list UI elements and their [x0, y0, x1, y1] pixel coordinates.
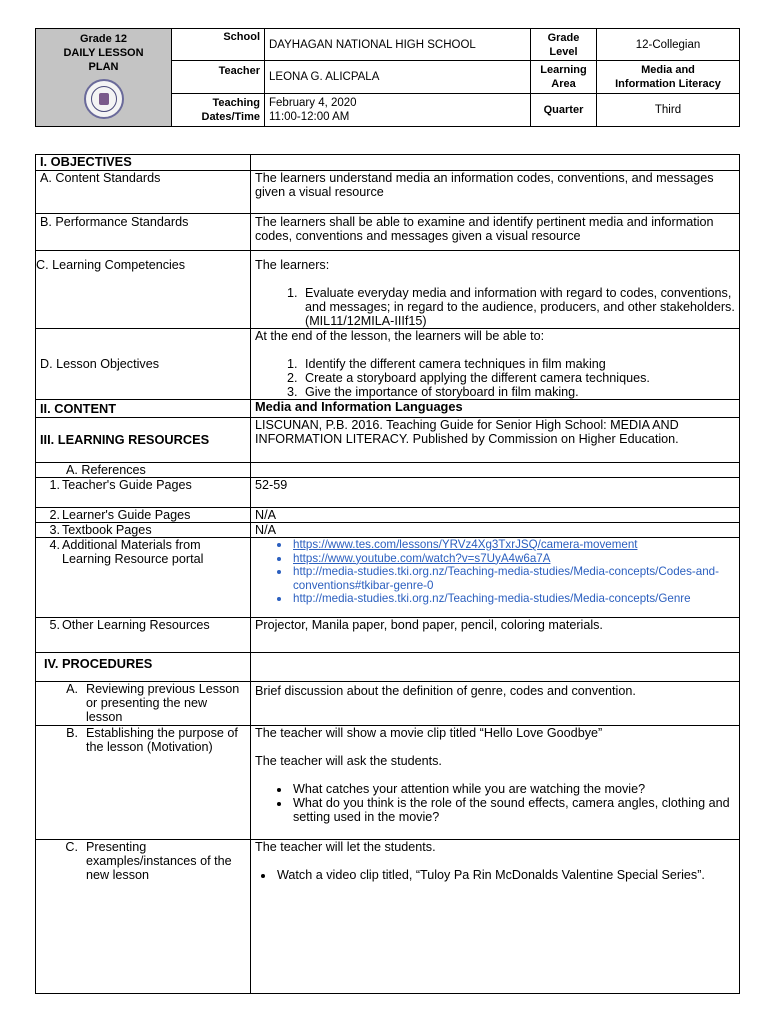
- motivation-text: The teacher will show a movie clip titled “Hello Love Goodbye”: [255, 726, 603, 740]
- additional-materials-links: [251, 538, 740, 618]
- resource-link[interactable]: http://media-studies.tki.org.nz/Teaching-media-studies/Media-concepts/Genre: [293, 592, 691, 605]
- learning-competencies-label: C. Learning Competencies: [36, 251, 251, 329]
- quarter-label: Quarter: [531, 94, 597, 127]
- learning-area-value: Media and Information Literacy: [597, 61, 740, 94]
- doc-title-line: Grade 12: [79, 33, 128, 45]
- content-heading: II. CONTENT: [36, 400, 251, 418]
- presenting-examples-cell: [251, 840, 740, 994]
- school-label: School: [172, 29, 265, 61]
- establishing-purpose-cell: [251, 726, 740, 840]
- teacher-label: Teacher: [172, 61, 265, 94]
- competencies-intro: The learners:: [255, 258, 330, 272]
- deped-seal-logo: [84, 79, 124, 119]
- reviewing-lesson-text: Brief discussion about the definition of genre, codes and convention.: [251, 682, 740, 726]
- references-label: A. References: [36, 463, 251, 478]
- lesson-objectives-list: [255, 357, 735, 399]
- list-item: 1. Evaluate everyday media and information with regard to codes, conventions, and messages; in regard to the audience, producers, and other stakeholders. (MIL11/12MILA-IIIf15): [301, 286, 735, 328]
- grade-level-value: 12-Collegian: [597, 29, 740, 61]
- list-item: • What catches your attention while you are watching the movie?: [291, 782, 735, 796]
- teachers-guide-label: 1. Teacher's Guide Pages: [36, 478, 251, 508]
- learning-resources-heading: III. LEARNING RESOURCES: [36, 418, 251, 463]
- teachers-guide-value: 52-59: [251, 478, 740, 508]
- lesson-objectives-intro: At the end of the lesson, the learners will be able to:: [255, 329, 545, 343]
- list-item: • Watch a video clip titled, “Tuloy Pa Rin McDonalds Valentine Special Series”.: [275, 868, 735, 882]
- lesson-objectives-cell: [251, 329, 740, 400]
- doc-title-line: DAILY LESSON: [63, 47, 144, 59]
- header-table: [35, 28, 740, 127]
- textbook-pages-label: 3. Textbook Pages: [36, 523, 251, 538]
- learning-area-label: Learning Area: [531, 61, 597, 94]
- other-resources-value: Projector, Manila paper, bond paper, pencil, coloring materials.: [251, 618, 740, 653]
- learners-guide-value: N/A: [251, 508, 740, 523]
- motivation-questions: [255, 782, 735, 824]
- empty-cell: [251, 155, 740, 171]
- content-value: Media and Information Languages: [251, 400, 740, 418]
- list-item: 3. Give the importance of storyboard in film making.: [301, 385, 735, 399]
- resource-link[interactable]: https://www.tes.com/lessons/YRVz4Xg3TxrJSQ/camera-movement: [293, 538, 638, 551]
- other-resources-label: 5. Other Learning Resources: [36, 618, 251, 653]
- objectives-heading: I. OBJECTIVES: [36, 155, 251, 171]
- textbook-pages-value: N/A: [251, 523, 740, 538]
- list-item: 2. Create a storyboard applying the different camera techniques.: [301, 371, 735, 385]
- grade-level-label: Grade Level: [531, 29, 597, 61]
- performance-standards-text: The learners shall be able to examine and identify pertinent media and information codes, conventions and messages given a visual resource: [251, 214, 740, 251]
- teacher-value: LEONA G. ALICPALA: [265, 61, 531, 94]
- additional-materials-label: 4. Additional Materials from Learning Resource portal: [36, 538, 251, 618]
- teaching-dates-label: Teaching Dates/Time: [172, 94, 265, 127]
- performance-standards-label: B. Performance Standards: [36, 214, 251, 251]
- list-item: 1. Identify the different camera techniques in film making: [301, 357, 735, 371]
- content-standards-label: A. Content Standards: [36, 171, 251, 214]
- content-standards-text: The learners understand media an information codes, conventions, and messages given a visual resource: [251, 171, 740, 214]
- establishing-purpose-label: B. Establishing the purpose of the lesson (Motivation): [36, 726, 251, 840]
- doc-title-line: PLAN: [88, 61, 119, 73]
- empty-cell: [251, 463, 740, 478]
- lesson-plan-table: [35, 154, 740, 994]
- learners-guide-label: 2. Learner's Guide Pages: [36, 508, 251, 523]
- doc-title-cell: [36, 29, 172, 127]
- list-item: • What do you think is the role of the sound effects, camera angles, clothing and setting used in the movie?: [291, 796, 735, 824]
- presenting-examples-label: C. Presenting examples/instances of the new lesson: [36, 840, 251, 994]
- reviewing-lesson-label: A. Reviewing previous Lesson or presenting the new lesson: [36, 682, 251, 726]
- competencies-list: [255, 286, 735, 328]
- resource-link[interactable]: http://media-studies.tki.org.nz/Teaching-media-studies/Media-concepts/Codes-and-conventions#tkibar-genre-0: [293, 565, 719, 592]
- learning-competencies-cell: [251, 251, 740, 329]
- school-value: DAYHAGAN NATIONAL HIGH SCHOOL: [265, 29, 531, 61]
- empty-cell: [251, 653, 740, 682]
- presenting-text: The teacher will let the students.: [255, 840, 436, 854]
- resources-citation: LISCUNAN, P.B. 2016. Teaching Guide for Senior High School: MEDIA AND INFORMATION LITERACY. Published by Commission on Higher Education.: [251, 418, 740, 463]
- procedures-heading: IV. PROCEDURES: [36, 653, 251, 682]
- presenting-list: [255, 868, 735, 882]
- resource-link[interactable]: https://www.youtube.com/watch?v=s7UyA4w6a7A: [293, 551, 551, 565]
- lesson-objectives-label: D. Lesson Objectives: [36, 329, 251, 400]
- teaching-dates-value: February 4, 2020 11:00-12:00 AM: [265, 94, 531, 127]
- motivation-text: The teacher will ask the students.: [255, 754, 442, 768]
- quarter-value: Third: [597, 94, 740, 127]
